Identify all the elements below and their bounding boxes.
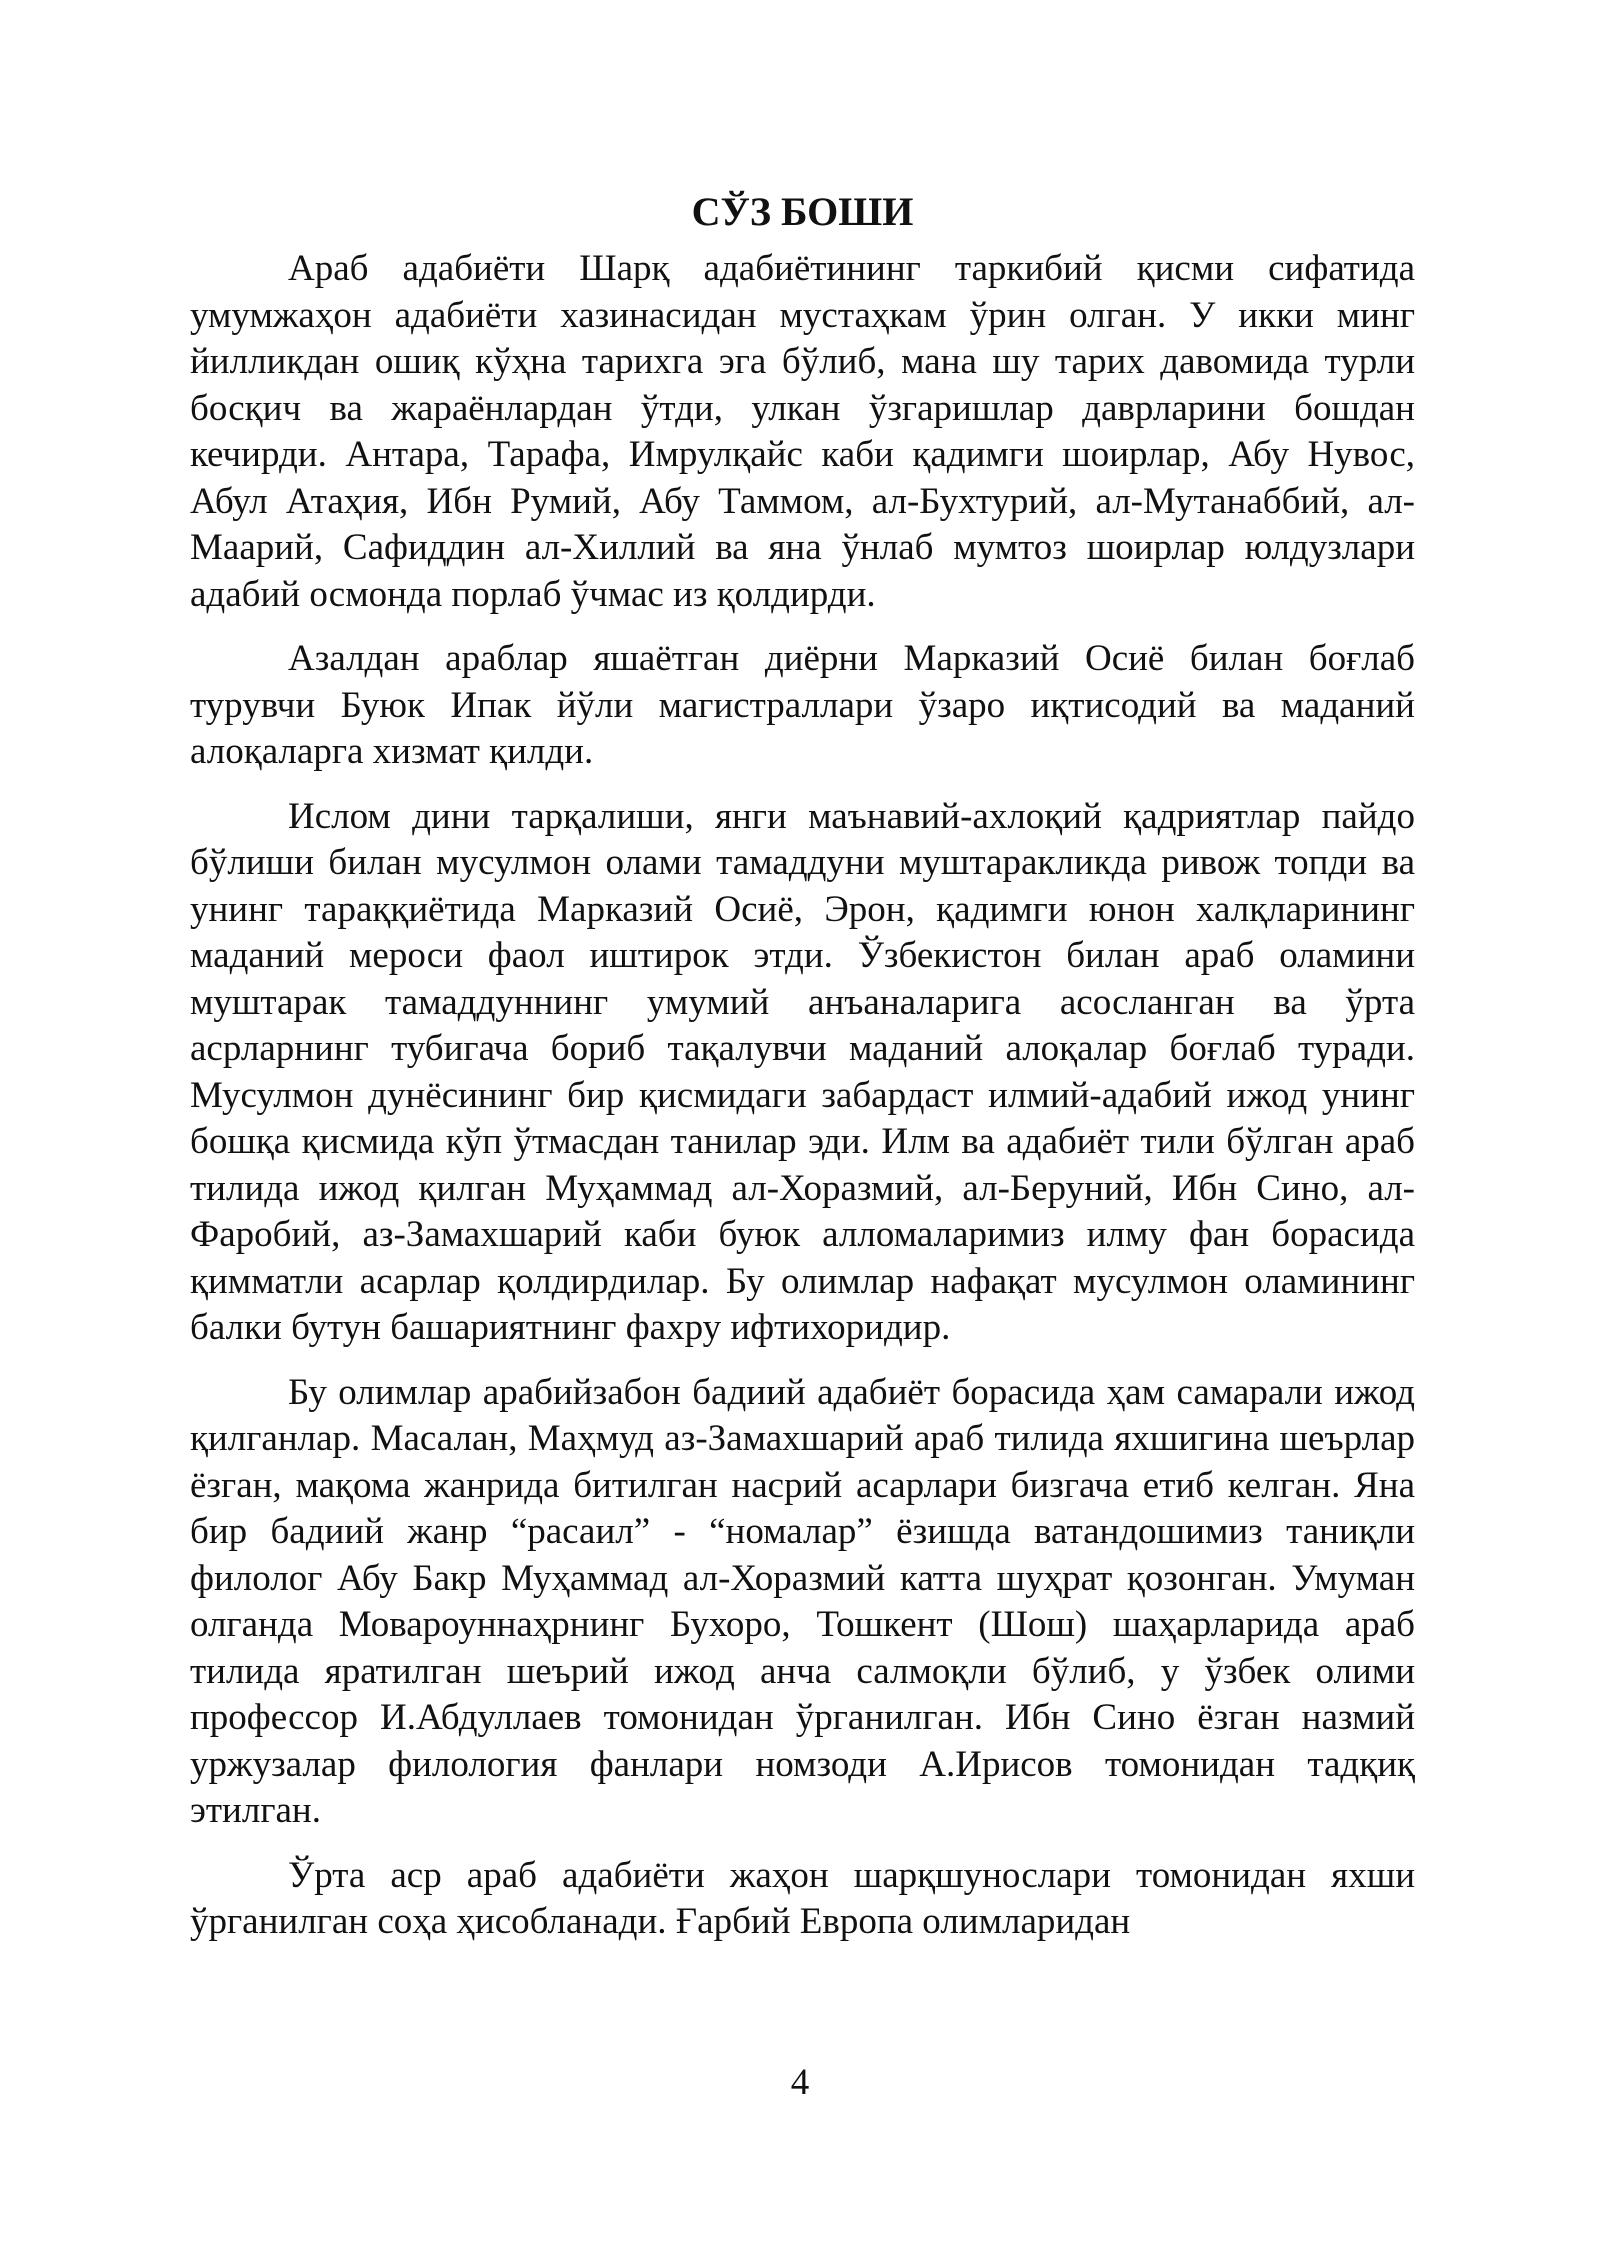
paragraph-4: Бу олимлар арабийзабон бадиий адабиёт борасида ҳам самарали ижод қилганлар. Масалан, Маҳмуд аз-Замахшарий араб тилида яхшигина шеърлар ёзган, мақома жанрида битилган насрий асарлари бизгача етиб келган. Яна бир бадиий жанр “расаил” - “номалар” ёзишда ватандошимиз таниқли филолог Абу Бакр Муҳаммад ал-Хоразмий катта шуҳрат қозонган. Умуман олганда Мовароуннаҳрнинг Бухоро, Тошкент (Шош) шаҳарларида араб тилида яратилган шеърий ижод анча салмоқли бўлиб, у ўзбек олими профессор И.Абдуллаев томонидан ўрганилган. Ибн Сино ёзган назмий уржузалар филология фанлари номзоди А.Ирисов томонидан тадқиқ этилган. [190, 1371, 1415, 1831]
document-page [190, 180, 1415, 1946]
paragraph-3: Ислом дини тарқалиши, янги маънавий-ахлоқий қадриятлар пайдо бўлиши билан мусулмон олами тамаддуни муштаракликда ривож топди ва унинг тараққиётида Марказий Осиё, Эрон, қадимги юнон халқларининг маданий мероси фаол иштирок этди. Ўзбекистон билан араб оламини муштарак тамаддуннинг умумий анъаналарига асосланган ва ўрта асрларнинг тубигача бориб тақалувчи маданий алоқалар боғлаб туради. Мусулмон дунёсининг бир қисмидаги забардаст илмий-адабий ижод унинг бошқа қисмида кўп ўтмасдан танилар эди. Илм ва адабиёт тили бўлган араб тилида ижод қилган Муҳаммад ал-Хоразмий, ал-Беруний, Ибн Сино, ал-Фаробий, аз-Замахшарий каби буюк алломаларимиз илму фан борасида қимматли асарлар қолдирдилар. Бу олимлар нафақат мусулмон оламининг балки бутун башариятнинг фахру ифтихоридир. [190, 795, 1415, 1348]
page-title: СЎЗ БОШИ [691, 189, 914, 234]
page-number: 4 [790, 2062, 810, 2103]
paragraph-1: Араб адабиёти Шарқ адабиётининг таркибий қисми сифатида умумжаҳон адабиёти хазинасидан мустаҳкам ўрин олган. У икки минг йилликдан ошиқ кўҳна тарихга эга бўлиб, мана шу тарих давомида турли босқич ва жараёнлардан ўтди, улкан ўзгаришлар даврларини бошдан кечирди. Антара, Тарафа, Имрулқайс каби қадимги шоирлар, Абу Нувос, Абул Атаҳия, Ибн Румий, Абу Таммом, ал-Бухтурий, ал-Мутанаббий, ал-Маарий, Сафиддин ал-Хиллий ва яна ўнлаб мумтоз шоирлар юлдузлари адабий осмонда порлаб ўчмас из қолдирди. [190, 248, 1415, 615]
paragraph-2: Азалдан араблар яшаётган диёрни Марказий Осиё билан боғлаб турувчи Буюк Ипак йўли магистраллари ўзаро иқтисодий ва маданий алоқаларга хизмат қилди. [190, 638, 1415, 772]
paragraph-5: Ўрта аср араб адабиёти жаҳон шарқшунослари томонидан яхши ўрганилган соҳа ҳисобланади. Ғарбий Европа олимларидан [190, 1854, 1415, 1942]
